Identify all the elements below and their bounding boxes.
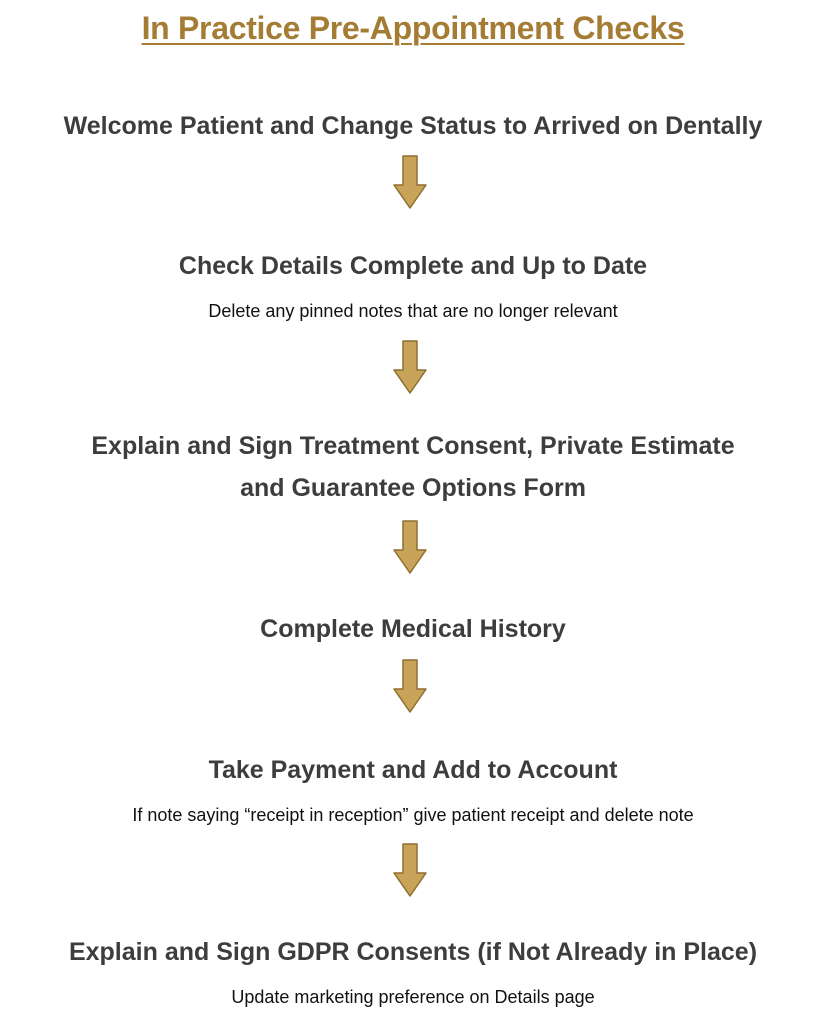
down-arrow-icon [393,520,427,574]
down-arrow-icon [393,659,427,713]
step-6-title: Explain and Sign GDPR Consents (if Not Already in Place) [68,938,758,966]
step-2-note: Delete any pinned notes that are no longer relevant [208,301,618,321]
step-4-title: Complete Medical History [260,615,566,643]
step-6-note: Update marketing preference on Details page [231,987,595,1007]
step-1-title: Welcome Patient and Change Status to Arrived on Dentally [63,112,763,140]
step-5-title: Take Payment and Add to Account [208,756,618,784]
down-arrow-icon [393,843,427,897]
step-3-title-line-2: and Guarantee Options Form [240,474,586,502]
step-2-title: Check Details Complete and Up to Date [178,252,648,280]
down-arrow-icon [393,340,427,394]
down-arrow-icon [393,155,427,209]
step-3-title-line-1: Explain and Sign Treatment Consent, Private Estimate [91,432,735,460]
page-title: In Practice Pre-Appointment Checks [141,10,685,46]
step-5-note: If note saying “receipt in reception” give patient receipt and delete note [132,805,694,825]
